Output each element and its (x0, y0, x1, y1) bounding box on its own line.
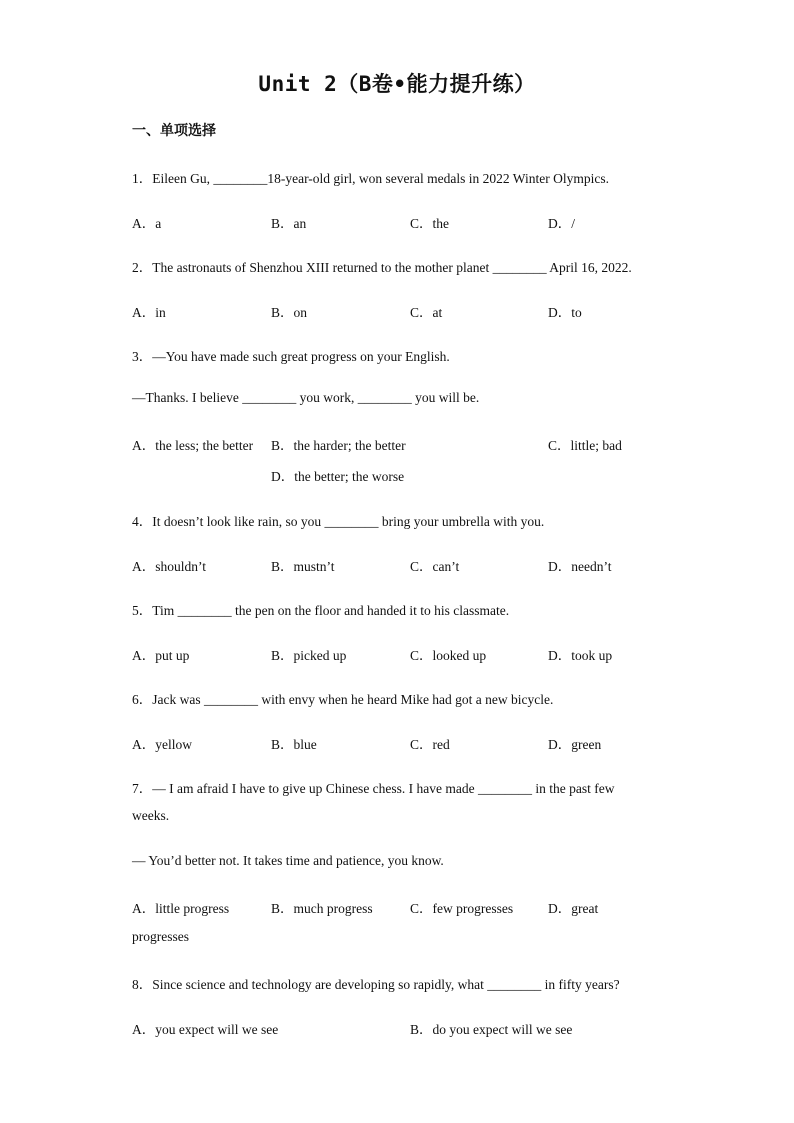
question-8-stem: 8．Since science and technology are developing so rapidly, what ________ in fifty years? (132, 977, 620, 992)
question-4-stem: 4．It doesn’t look like rain, so you ________ bring your umbrella with you. (132, 514, 545, 529)
question-7-stem-reply: — You’d better not. It takes time and patience, you know. (132, 853, 444, 868)
page-title: Unit 2（B卷•能力提升练） (258, 72, 536, 96)
question-1-stem: 1．Eileen Gu, ________18-year-old girl, won several medals in 2022 Winter Olympics. (132, 171, 609, 186)
question-7-option-a: A．little progress (132, 901, 230, 916)
question-6-stem: 6．Jack was ________ with envy when he heard Mike had got a new bicycle. (132, 692, 554, 707)
question-4-option-d: D．needn’t (548, 559, 612, 574)
question-2-option-a: A．in (132, 305, 166, 320)
question-6-option-c: C．red (410, 737, 450, 752)
question-7-option-b: B．much progress (271, 901, 373, 916)
question-5-option-a: A．put up (132, 648, 190, 663)
question-5-option-d: D．took up (548, 648, 613, 663)
question-2-option-c: C．at (410, 305, 443, 320)
question-3-option-a: A．the less; the better (132, 438, 254, 453)
question-7-stem-continued: weeks. (132, 808, 170, 823)
question-3-stem-reply: —Thanks. I believe ________ you work, ________ you will be. (132, 390, 480, 405)
question-6-option-d: D．green (548, 737, 602, 752)
question-2-option-d: D．to (548, 305, 582, 320)
question-4-option-c: C．can’t (410, 559, 460, 574)
question-5-option-c: C．looked up (410, 648, 487, 663)
question-4-option-a: A．shouldn’t (132, 559, 207, 574)
question-2-stem: 2．The astronauts of Shenzhou XIII returned to the mother planet ________ April 16, 2022. (132, 260, 632, 275)
question-2-option-b: B．on (271, 305, 308, 320)
question-7-stem: 7．— I am afraid I have to give up Chinese chess. I have made ________ in the past few (132, 781, 615, 796)
question-6-option-a: A．yellow (132, 737, 192, 752)
question-4-option-b: B．mustn’t (271, 559, 335, 574)
question-5-stem: 5．Tim ________ the pen on the floor and handed it to his classmate. (132, 603, 510, 618)
section-heading: 一、单项选择 (132, 123, 216, 139)
question-3-option-d: D．the better; the worse (271, 469, 405, 484)
question-1-option-a: A．a (132, 216, 162, 231)
question-7-option-d-continued: progresses (132, 929, 189, 944)
question-8-option-a: A．you expect will we see (132, 1022, 279, 1037)
question-1-option-c: C．the (410, 216, 449, 231)
question-6-option-b: B．blue (271, 737, 317, 752)
question-5-option-b: B．picked up (271, 648, 347, 663)
question-1-option-d: D．/ (548, 216, 575, 231)
question-3-option-c: C．little; bad (548, 438, 622, 453)
question-1-option-b: B．an (271, 216, 307, 231)
question-7-option-c: C．few progresses (410, 901, 514, 916)
question-7-option-d: D．great (548, 901, 599, 916)
question-3-option-b: B．the harder; the better (271, 438, 406, 453)
question-8-option-b: B．do you expect will we see (410, 1022, 573, 1037)
question-3-stem: 3．—You have made such great progress on your English. (132, 349, 450, 364)
